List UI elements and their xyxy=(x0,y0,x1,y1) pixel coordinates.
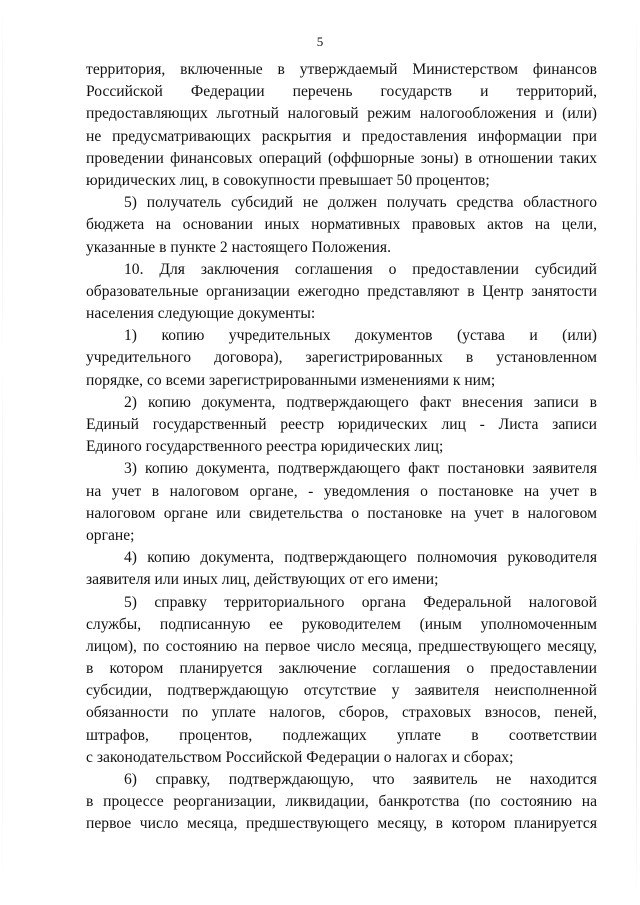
text-line: Единый государственный реестр юридических лиц - Листа записи xyxy=(86,416,597,433)
scan-edge-left xyxy=(2,0,3,905)
text-line: 5) справку территориального органа Федеральной налоговой xyxy=(124,593,597,611)
text-line: обязанности по уплате налогов, сборов, страховых взносов, пеней, xyxy=(86,704,597,722)
text-line: 2) копию документа, подтверждающего факт внесения записи в xyxy=(124,393,597,411)
scan-edge-right xyxy=(636,0,637,905)
text-line: учредительного договора), зарегистрированных в установленном xyxy=(86,349,597,367)
text-line: 6) справку, подтверждающую, что заявитель не находится xyxy=(124,771,597,788)
text-line: 5) получатель субсидий не должен получать средства областного xyxy=(124,194,597,212)
text-line: территория, включенные в утверждаемый Министерством финансов xyxy=(86,61,597,78)
text-line: не предусматривающих раскрытия и предоставления информации при xyxy=(86,127,597,145)
text-line: органе; xyxy=(86,526,135,544)
text-line: в котором планируется заключение соглашения о предоставлении xyxy=(86,660,597,678)
text-line: бюджета на основании иных нормативных правовых актов на цели, xyxy=(86,216,597,234)
text-line: заявителя или иных лиц, действующих от его имени; xyxy=(86,571,439,589)
text-line: с законодательством Российской Федерации о налогах и сборах; xyxy=(86,748,514,766)
text-line: субсидии, подтверждающую отсутствие у заявителя неисполненной xyxy=(86,682,597,700)
text-line: указанные в пункте 2 настоящего Положения. xyxy=(86,238,391,256)
text-line: Единого государственного реестра юридических лиц; xyxy=(86,438,444,456)
text-line: службы, подписанную ее руководителем (иным уполномоченным xyxy=(86,615,597,633)
text-line: первое число месяца, предшествующего месяцу, в котором планируется xyxy=(86,815,597,833)
text-line: порядке, со всеми зарегистрированными изменениями к ним; xyxy=(86,371,496,389)
text-line: предоставляющих льготный налоговый режим налогообложения и (или) xyxy=(86,105,597,123)
text-line: юридических лиц, в совокупности превышает 50 процентов; xyxy=(86,171,490,189)
text-line: проведении финансовых операций (оффшорные зоны) в отношении таких xyxy=(86,149,597,167)
text-line: образовательные организации ежегодно представляют в Центр занятости xyxy=(86,282,597,300)
text-line: Российской Федерации перечень государств и территорий, xyxy=(86,83,597,101)
text-line: штрафов, процентов, подлежащих уплате в соответствии xyxy=(86,726,597,744)
text-line: 4) копию документа, подтверждающего полномочия руководителя xyxy=(124,549,597,567)
text-line: лицом), по состоянию на первое число месяца, предшествующего месяцу, xyxy=(86,637,597,655)
text-line: в процессе реорганизации, ликвидации, банкротства (по состоянию на xyxy=(86,793,597,811)
text-line: 3) копию документа, подтверждающего факт постановки заявителя xyxy=(124,460,597,478)
text-line: 10. Для заключения соглашения о предоставлении субсидий xyxy=(124,260,597,278)
text-line: на учет в налоговом органе, - уведомления о постановке на учет в xyxy=(86,482,597,500)
text-line: населения следующие документы: xyxy=(86,305,316,323)
document-body xyxy=(86,59,597,836)
text-line: 1) копию учредительных документов (устава и (или) xyxy=(124,327,597,345)
page-number: 5 xyxy=(316,34,324,49)
text-line: налоговом органе или свидетельства о постановке на учет в налоговом xyxy=(86,504,597,522)
